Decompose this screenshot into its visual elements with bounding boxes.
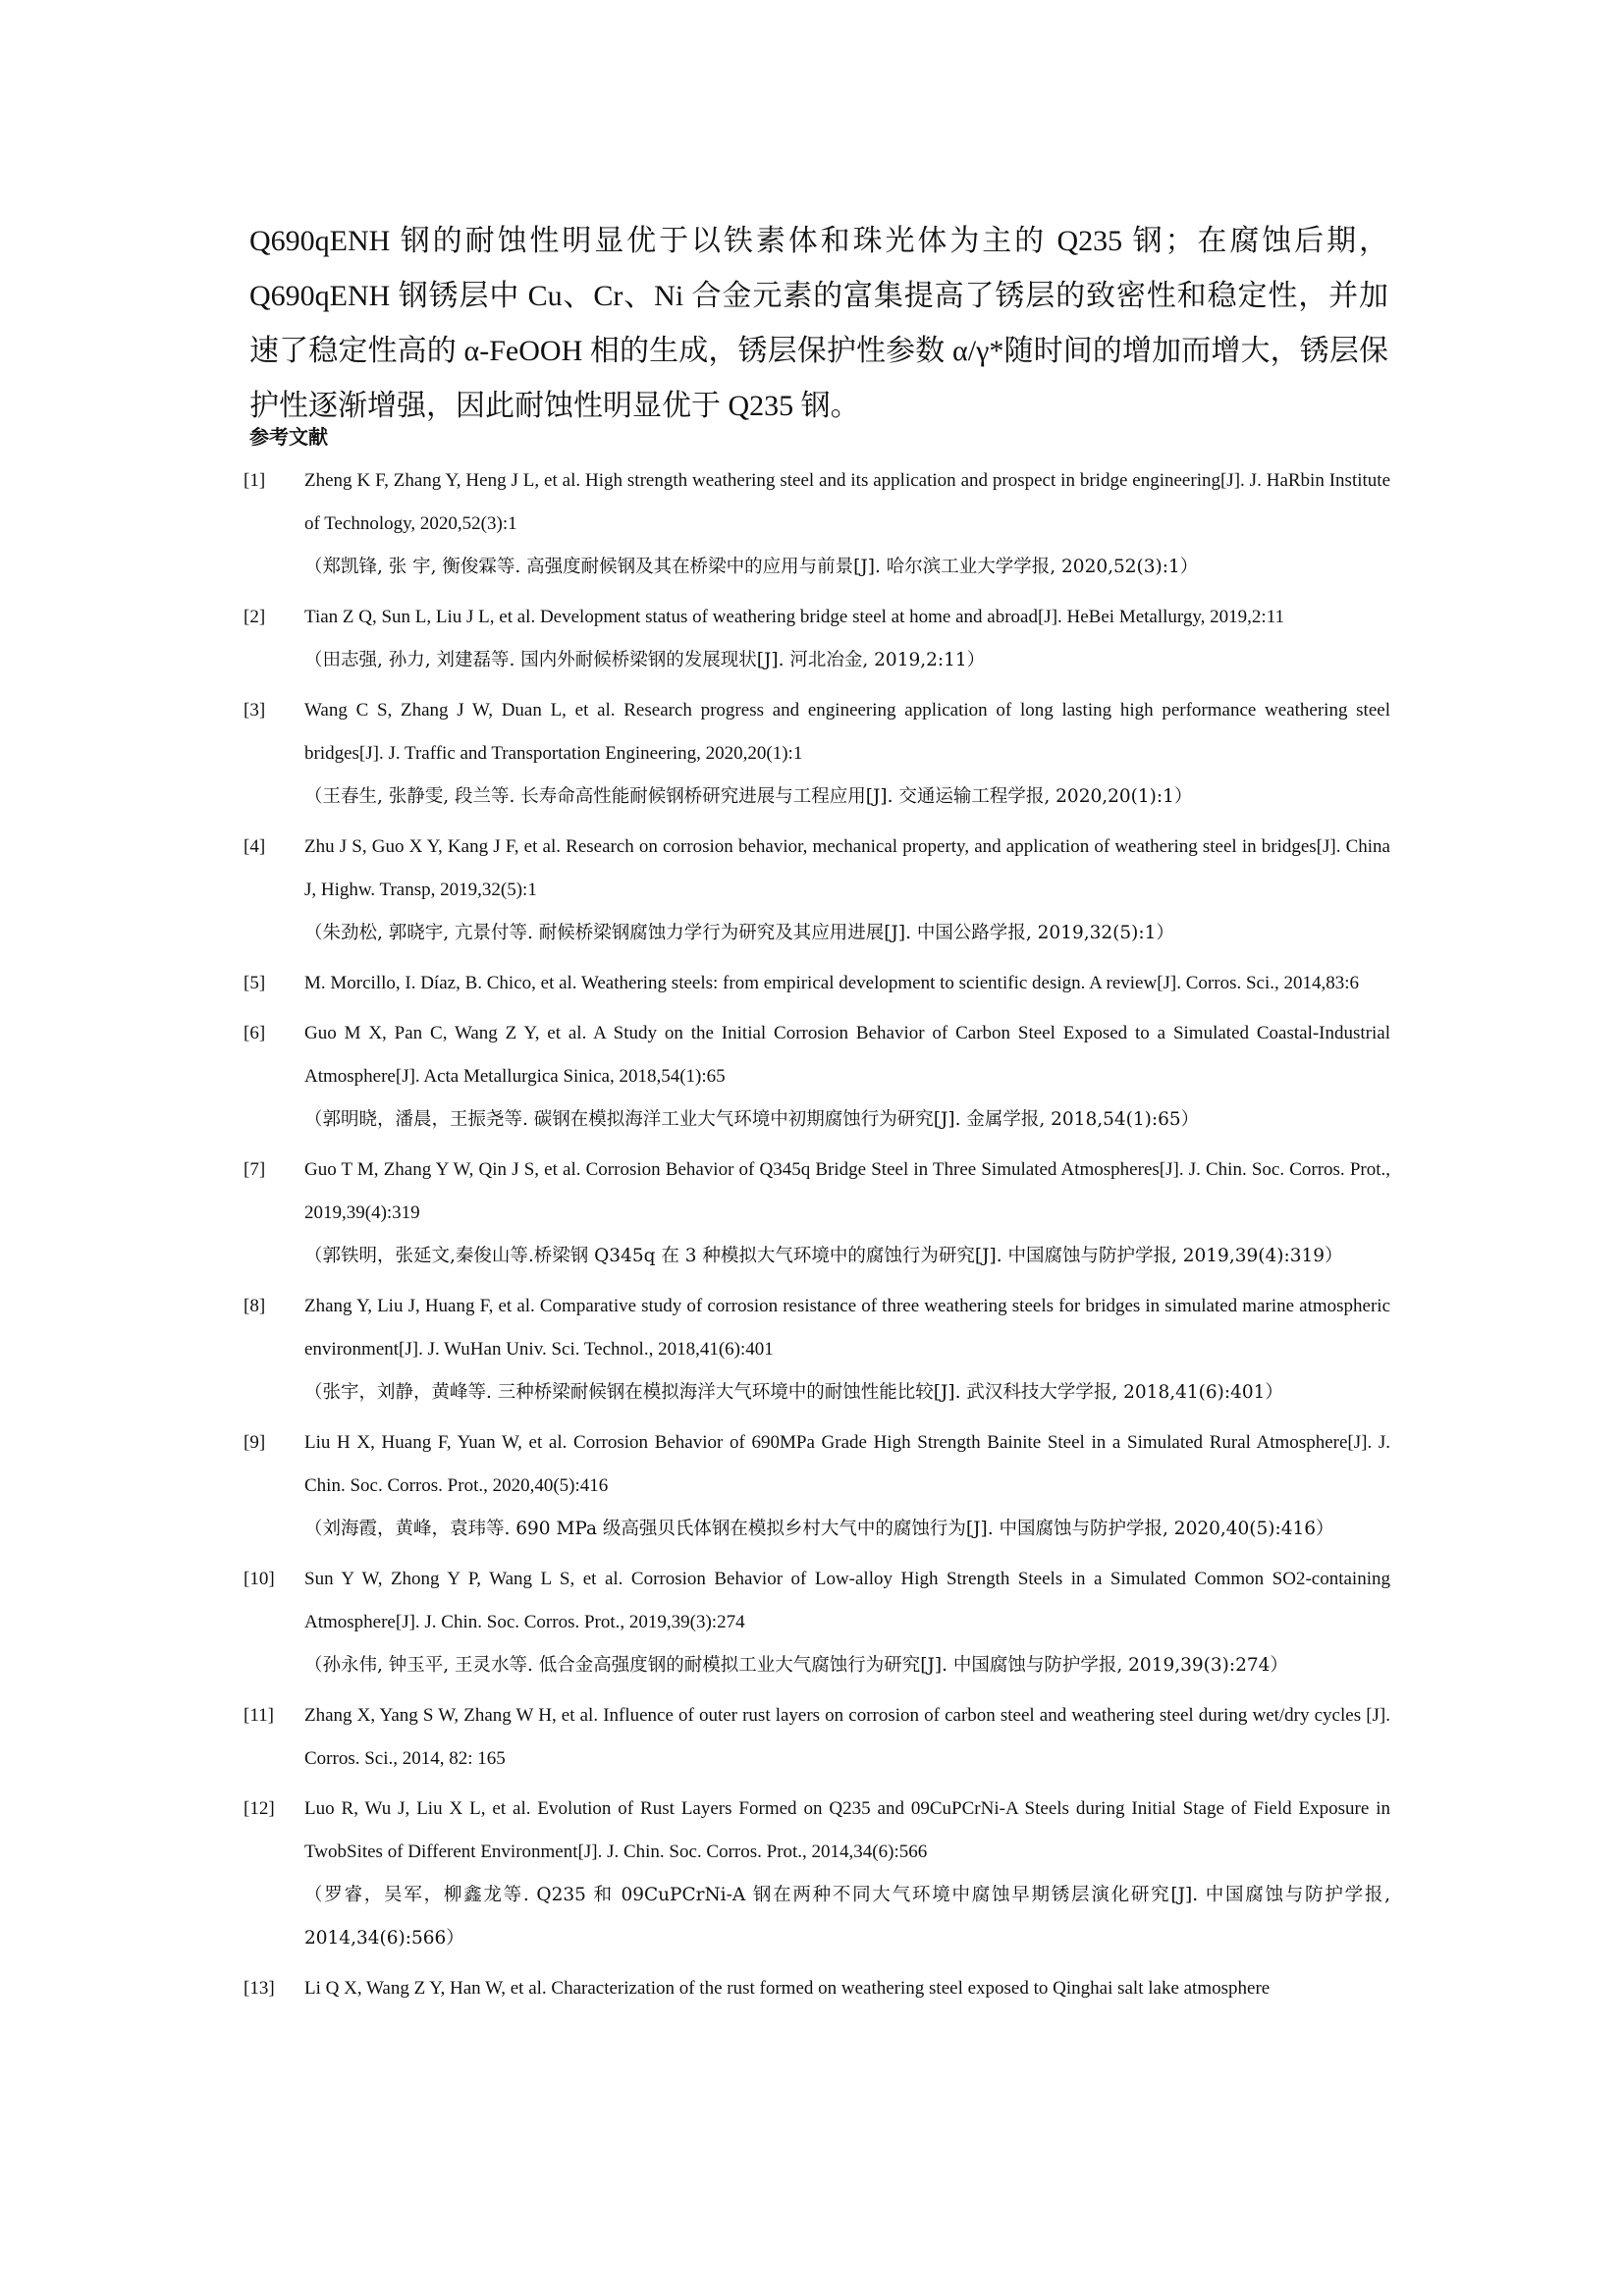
reference-chinese: （孙永伟, 钟玉平, 王灵水等. 低合金高强度钢的耐模拟工业大气腐蚀行为研究[J]. 中国腐蚀与防护学报, 2019,39(3):274） [304,1655,1288,1676]
reference-item [244,1148,1390,1278]
reference-item [244,689,1390,819]
reference-item [244,1285,1390,1415]
reference-english: Wang C S, Zhang J W, Duan L, et al. Research progress and engineering application of long lasting high performance weathering steel bridges[J]. J. Traffic and Transportation Engineering, 2020,20(1):1 [304,700,1390,764]
intro-paragraph: Q690qENH 钢的耐蚀性明显优于以铁素体和珠光体为主的 Q235 钢；在腐蚀后期，Q690qENH 钢锈层中 Cu、Cr、Ni 合金元素的富集提高了锈层的致密性和稳定性，并加速了稳定性高的 α-FeOOH 相的生成，锈层保护性参数 α/γ*随时间的增加而增大，锈层保护性逐渐增强，因此耐蚀性明显优于 Q235 钢。 [249,225,1388,422]
reference-english: Sun Y W, Zhong Y P, Wang L S, et al. Corrosion Behavior of Low-alloy High Strength Steels in a Simulated Common SO2-containing Atmosphere[J]. J. Chin. Soc. Corros. Prot., 2019,39(3):274 [304,1569,1390,1632]
references-heading: 参考文献 [249,425,328,449]
reference-number: [1] [244,470,266,491]
reference-chinese: （罗睿，吴军，柳鑫龙等. Q235 和 09CuPCrNi-A 钢在两种不同大气环境中腐蚀早期锈层演化研究[J]. 中国腐蚀与防护学报, 2014,34(6):566） [304,1885,1390,1949]
reference-english: Tian Z Q, Sun L, Liu J L, et al. Development status of weathering bridge steel at home and abroad[J]. HeBei Metallurgy, 2019,2:11 [304,607,1284,627]
reference-number: [13] [244,1978,275,1999]
reference-item [244,459,1390,589]
reference-number: [9] [244,1432,266,1453]
reference-number: [6] [244,1023,266,1043]
body-text [249,214,1388,434]
reference-number: [7] [244,1159,266,1180]
reference-english: Zhang Y, Liu J, Huang F, et al. Comparative study of corrosion resistance of three weathering steels for bridges in simulated marine atmospheric environment[J]. J. WuHan Univ. Sci. Technol., 2018,41(6):401 [304,1296,1390,1360]
reference-chinese: （张宇，刘静，黄峰等. 三种桥梁耐候钢在模拟海洋大气环境中的耐蚀性能比较[J]. 武汉科技大学学报, 2018,41(6):401） [304,1382,1283,1403]
reference-number: [11] [244,1705,274,1726]
reference-item [244,962,1390,1005]
reference-english: Li Q X, Wang Z Y, Han W, et al. Characterization of the rust formed on weathering steel exposed to Qinghai salt lake atmosphere [304,1978,1271,1999]
reference-number: [12] [244,1798,275,1819]
reference-item [244,1421,1390,1551]
reference-english: Zhang X, Yang S W, Zhang W H, et al. Influence of outer rust layers on corrosion of carbon steel and weathering steel during wet/dry cycles [J]. Corros. Sci., 2014, 82: 165 [304,1705,1390,1769]
references-list [244,459,1390,2017]
reference-number: [4] [244,836,266,857]
reference-english: Zheng K F, Zhang Y, Heng J L, et al. High strength weathering steel and its application and prospect in bridge engineering[J]. J. HaRbin Institute of Technology, 2020,52(3):1 [304,470,1390,534]
reference-item [244,826,1390,955]
reference-chinese: （朱劲松, 郭晓宇, 亢景付等. 耐候桥梁钢腐蚀力学行为研究及其应用进展[J]. 中国公路学报, 2019,32(5):1） [304,923,1174,943]
reference-english: M. Morcillo, I. Díaz, B. Chico, et al. Weathering steels: from empirical development to scientific design. A review[J]. Corros. Sci., 2014,83:6 [304,973,1360,993]
reference-chinese: （王春生, 张静雯, 段兰等. 长寿命高性能耐候钢桥研究进展与工程应用[J]. 交通运输工程学报, 2020,20(1):1） [304,786,1193,807]
reference-number: [5] [244,973,266,993]
reference-english: Zhu J S, Guo X Y, Kang J F, et al. Research on corrosion behavior, mechanical property, and application of weathering steel in bridges[J]. China J, Highw. Transp, 2019,32(5):1 [304,836,1390,900]
reference-chinese: （郭明晓，潘晨，王振尧等. 碳钢在模拟海洋工业大气环境中初期腐蚀行为研究[J]. 金属学报, 2018,54(1):65） [304,1109,1200,1130]
reference-chinese: （刘海霞，黄峰，袁玮等. 690 MPa 级高强贝氏体钢在模拟乡村大气中的腐蚀行为[J]. 中国腐蚀与防护学报, 2020,40(5):416） [304,1519,1334,1539]
reference-english: Luo R, Wu J, Liu X L, et al. Evolution of Rust Layers Formed on Q235 and 09CuPCrNi-A Steels during Initial Stage of Field Exposure in TwobSites of Different Environment[J]. J. Chin. Soc. Corros. Prot., 2014,34(6):566 [304,1798,1390,1862]
reference-english: Guo M X, Pan C, Wang Z Y, et al. A Study on the Initial Corrosion Behavior of Carbon Steel Exposed to a Simulated Coastal-Industrial Atmosphere[J]. Acta Metallurgica Sinica, 2018,54(1):65 [304,1023,1390,1087]
reference-item [244,1967,1390,2010]
reference-item [244,1558,1390,1687]
reference-number: [3] [244,700,266,721]
reference-item [244,1012,1390,1142]
reference-number: [10] [244,1569,275,1589]
reference-item [244,1788,1390,1960]
reference-item [244,1694,1390,1781]
reference-item [244,596,1390,682]
reference-chinese: （郑凯锋, 张 宇, 衡俊霖等. 高强度耐候钢及其在桥梁中的应用与前景[J]. 哈尔滨工业大学学报, 2020,52(3):1） [304,557,1199,577]
reference-number: [2] [244,607,266,627]
reference-english: Liu H X, Huang F, Yuan W, et al. Corrosion Behavior of 690MPa Grade High Strength Bainite Steel in a Simulated Rural Atmosphere[J]. J. Chin. Soc. Corros. Prot., 2020,40(5):416 [304,1432,1390,1496]
reference-english: Guo T M, Zhang Y W, Qin J S, et al. Corrosion Behavior of Q345q Bridge Steel in Three Simulated Atmospheres[J]. J. Chin. Soc. Corros. Prot., 2019,39(4):319 [304,1159,1390,1223]
reference-chinese: （郭铁明，张延文,秦俊山等.桥梁钢 Q345q 在 3 种模拟大气环境中的腐蚀行为研究[J]. 中国腐蚀与防护学报, 2019,39(4):319） [304,1246,1343,1266]
reference-number: [8] [244,1296,266,1316]
reference-chinese: （田志强, 孙力, 刘建磊等. 国内外耐候桥梁钢的发展现状[J]. 河北冶金, 2019,2:11） [304,650,986,670]
